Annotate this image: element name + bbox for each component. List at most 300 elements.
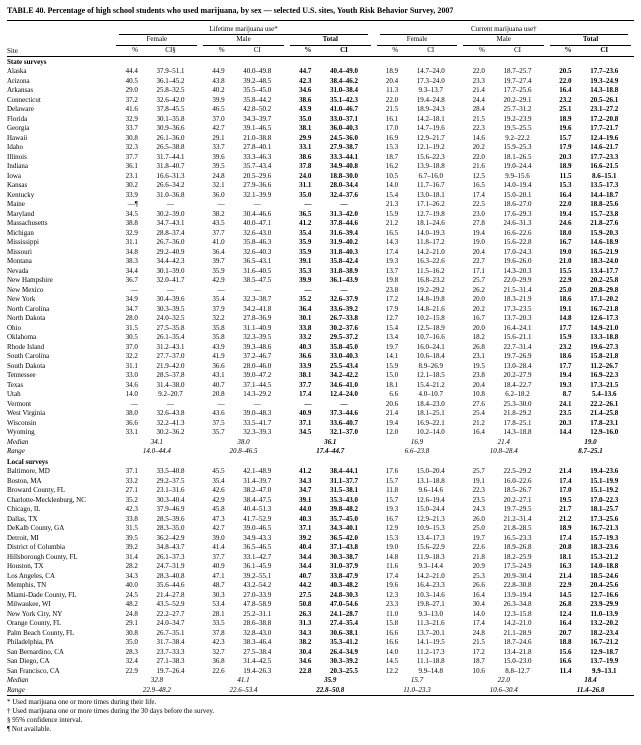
ci-cell: 12.7–16.6 xyxy=(590,590,619,599)
table-row xyxy=(7,362,634,372)
percent-cell: 30.3 xyxy=(212,590,225,599)
percent-cell: 36.4 xyxy=(299,304,312,313)
table-row xyxy=(7,638,634,648)
ci-cell: 27.9–38.7 xyxy=(329,143,358,151)
percent-cell: 11.5 xyxy=(559,171,572,180)
percent-cell: 18.0 xyxy=(559,228,572,237)
ci-cell: 14.0–19.4 xyxy=(503,181,532,189)
site-cell: Kansas xyxy=(7,181,28,189)
ci-cell: 34.3–39.7 xyxy=(243,114,272,123)
percent-cell: 28.2 xyxy=(125,562,138,570)
percent-cell: 39.7 xyxy=(212,257,225,265)
site-cell: Chicago, IL xyxy=(7,505,41,513)
table-row xyxy=(7,286,634,296)
percent-cell: 34.5 xyxy=(299,428,312,436)
ci-cell: 15.0–20.4 xyxy=(416,467,445,475)
table-row xyxy=(7,134,634,144)
ci-cell: 14.8–19.8 xyxy=(416,295,445,303)
ci-cell: 15.6–22.8 xyxy=(503,238,532,246)
site-cell: Texas xyxy=(7,380,24,389)
ci-cell: 15.0–23.0 xyxy=(503,657,532,665)
table-row xyxy=(7,572,634,582)
site-cell: Massachusetts xyxy=(7,219,48,227)
site-cell: North Carolina xyxy=(7,304,50,313)
percent-cell: 16.2 xyxy=(385,162,399,170)
percent-cell: 14.1 xyxy=(385,352,399,360)
percent-cell: 19.7 xyxy=(472,533,485,542)
ci-cell: 24.1–28.7 xyxy=(329,609,358,618)
percent-cell: 31.5 xyxy=(125,323,138,332)
percent-cell: 21.7 xyxy=(559,505,572,513)
percent-cell: 20.3 xyxy=(559,152,572,161)
table-row xyxy=(7,515,634,525)
percent-cell: 22.0 xyxy=(559,200,572,208)
ci-cell: 39.3–48.6 xyxy=(243,342,272,351)
ci-cell: 17.1–20.2 xyxy=(590,295,619,303)
ci-header: CI§ xyxy=(141,46,200,57)
current-male-header: Male xyxy=(460,35,547,46)
ci-cell: 9.9–13.1 xyxy=(592,666,617,675)
lifetime-total-header: Total xyxy=(287,35,374,46)
site-cell: Illinois xyxy=(7,152,27,161)
ci-cell: 34.9–43.3 xyxy=(243,533,272,542)
ci-cell: 36.0–40.3 xyxy=(329,124,358,132)
ci-cell: 28.5–37.8 xyxy=(156,371,185,379)
percent-cell: 22.0 xyxy=(385,95,399,104)
percent-cell: 12.4 xyxy=(559,609,572,618)
percent-cell: 16.4 xyxy=(559,190,572,199)
percent-cell: 50.8 xyxy=(299,600,312,608)
percent-cell: 33.2 xyxy=(299,333,312,341)
ci-cell: 28.0–34.4 xyxy=(329,181,358,189)
percent-cell: 15.9 xyxy=(559,333,572,341)
table-row xyxy=(7,305,634,315)
ci-cell: 9.9–14.8 xyxy=(418,666,443,675)
percent-cell: 22.6 xyxy=(212,666,225,675)
percent-cell: 24.1 xyxy=(559,399,572,408)
percent-cell: 33.9 xyxy=(299,361,312,370)
ci-cell: 36.1–43.9 xyxy=(329,276,358,284)
ci-cell: 18.7–24.6 xyxy=(503,638,532,646)
percent-cell: 23.8 xyxy=(385,285,399,294)
ci-cell: 28.0–46.0 xyxy=(243,361,272,370)
site-cell: Wisconsin xyxy=(7,418,37,427)
percent-cell: 26.0 xyxy=(472,514,485,523)
percent-cell: 16.7 xyxy=(385,514,399,523)
ci-cell: 11.2–26.7 xyxy=(590,361,619,370)
percent-cell: 17.0 xyxy=(385,124,399,132)
percent-cell: — xyxy=(217,285,225,294)
percent-cell: 29.1 xyxy=(125,619,138,627)
percent-cell: 39.1 xyxy=(299,495,312,504)
percent-cell: 20.8 xyxy=(559,543,572,551)
ci-cell: 20.3–25.5 xyxy=(329,666,358,675)
section-label: State surveys xyxy=(7,57,47,66)
percent-cell: 35.8 xyxy=(212,323,225,332)
table-row xyxy=(7,534,634,544)
ci-cell: 32.2–41.3 xyxy=(156,418,185,427)
percent-cell: 48.2 xyxy=(125,600,138,608)
table-row xyxy=(7,524,634,534)
median-value: 32.8 xyxy=(150,676,163,684)
site-cell: Palm Beach County, FL xyxy=(7,628,75,637)
ci-cell: 36.1–45.2 xyxy=(156,76,185,85)
percent-cell: 21.5 xyxy=(472,638,485,646)
ci-cell: 15.8–21.8 xyxy=(590,352,619,360)
range-value: 14.0–44.4 xyxy=(142,447,171,455)
percent-cell: 18.6 xyxy=(559,295,572,303)
table-row xyxy=(7,486,634,496)
percent-cell: 37.7 xyxy=(212,228,225,237)
percent-cell: 10.6 xyxy=(472,666,485,675)
ci-cell: 29.5–37.2 xyxy=(329,333,358,341)
ci-header: CI xyxy=(314,46,373,57)
ci-cell: 14.6–18.9 xyxy=(590,238,619,246)
ci-cell: 32.4–37.6 xyxy=(329,190,358,199)
ci-cell: 12.9–21.7 xyxy=(416,133,445,142)
section-header-row xyxy=(7,457,634,468)
ci-cell: 11.2–17.3 xyxy=(416,647,445,656)
site-cell: Florida xyxy=(7,114,28,123)
median-value: 21.4 xyxy=(497,437,510,446)
percent-cell: 33.9 xyxy=(125,190,138,199)
percent-cell: 32.9 xyxy=(125,228,138,237)
percent-cell: 18.9 xyxy=(559,114,572,123)
percent-cell: 30.8 xyxy=(125,628,138,637)
site-cell: Utah xyxy=(7,390,21,398)
ci-cell: 26.5–38.8 xyxy=(156,143,185,151)
percent-cell: 15.9 xyxy=(385,209,399,218)
ci-cell: 6.2–18.2 xyxy=(505,390,530,398)
percent-cell: 21.5 xyxy=(385,105,399,113)
ci-cell: 21.4–25.8 xyxy=(590,409,619,417)
ci-cell: 12.3–15.8 xyxy=(503,609,532,618)
ci-cell: 17.7–23.3 xyxy=(590,152,619,161)
table-row xyxy=(7,172,634,182)
ci-cell: 32.3–39.3 xyxy=(243,428,272,436)
site-cell: District of Columbia xyxy=(7,543,65,551)
ci-cell: 29.2–40.9 xyxy=(156,247,185,256)
ci-cell: 34.4–42.3 xyxy=(156,257,185,265)
percent-cell: 47.1 xyxy=(212,571,225,580)
percent-cell: 28.3 xyxy=(125,647,138,656)
table-row xyxy=(7,610,634,620)
percent-header: % xyxy=(460,46,487,57)
percent-cell: 45.8 xyxy=(212,505,225,513)
percent-cell: 16.4 xyxy=(472,590,485,599)
ci-cell: 22.8–30.8 xyxy=(503,581,532,589)
ci-header: CI xyxy=(575,46,634,57)
percent-cell: 37.7 xyxy=(212,552,225,561)
site-cell: Georgia xyxy=(7,124,30,132)
median-row xyxy=(7,676,634,686)
table-row xyxy=(7,267,634,277)
table-body xyxy=(7,56,634,696)
site-cell: New Hampshire xyxy=(7,276,53,284)
ci-cell: 38.4–46.2 xyxy=(329,76,358,85)
ci-cell: — xyxy=(253,200,261,208)
site-cell: Hillsborough County, FL xyxy=(7,552,78,561)
percent-cell: 36.7 xyxy=(125,276,138,284)
ci-cell: 27.0–33.9 xyxy=(243,590,272,599)
ci-cell: 39.0–46.5 xyxy=(243,524,272,532)
ci-cell: 10.3–14.6 xyxy=(416,590,445,599)
ci-cell: 42.1–48.9 xyxy=(243,467,272,475)
ci-cell: 15.0–24.4 xyxy=(416,505,445,513)
ci-cell: 19.8–27.1 xyxy=(416,600,445,608)
ci-cell: 36.1–45.9 xyxy=(243,562,272,570)
range-value: 22.9–48.2 xyxy=(142,685,171,694)
percent-cell: 19.3 xyxy=(559,380,572,389)
ci-cell: 17.6–29.3 xyxy=(503,209,532,218)
site-cell: DeKalb County, GA xyxy=(7,524,65,532)
percent-cell: 30.2 xyxy=(125,181,138,189)
ci-cell: 36.5–46.5 xyxy=(243,543,272,551)
ci-cell: 18.1–25.7 xyxy=(590,505,619,513)
site-cell: Arizona xyxy=(7,76,30,85)
percent-cell: 17.6 xyxy=(385,467,399,475)
ci-cell: 31.0–38.4 xyxy=(329,86,358,94)
percent-cell: 37.1 xyxy=(299,524,312,532)
ci-cell: 10.9–15.3 xyxy=(416,524,445,532)
ci-cell: 31.7–44.1 xyxy=(156,152,185,161)
site-cell: Maryland xyxy=(7,209,35,218)
ci-cell: 19.7–26.9 xyxy=(503,352,532,360)
percent-cell: 34.7 xyxy=(125,304,138,313)
ci-cell: 37.8–44.6 xyxy=(329,219,358,227)
percent-cell: 32.1 xyxy=(212,181,225,189)
percent-cell: 14.0 xyxy=(385,181,399,189)
percent-cell: 43.9 xyxy=(212,342,225,351)
ci-cell: 15.7–23.8 xyxy=(590,209,619,218)
table-row xyxy=(7,648,634,658)
ci-cell: 16.7–21.3 xyxy=(590,524,619,532)
ci-cell: 40.4–51.3 xyxy=(243,505,272,513)
ci-cell: 30.3–40.4 xyxy=(156,495,185,504)
ci-cell: 16.6–22.6 xyxy=(503,228,532,237)
ci-cell: 18.2–23.4 xyxy=(590,628,619,637)
percent-cell: 20.3 xyxy=(559,418,572,427)
percent-cell: 25.1 xyxy=(559,105,572,113)
ci-cell: 35.8–46.3 xyxy=(243,238,272,246)
ci-cell: — xyxy=(167,200,175,208)
ci-cell: 34.7–43.1 xyxy=(156,219,185,227)
ci-cell: 17.8–23.1 xyxy=(590,418,619,427)
percent-cell: 19.3 xyxy=(385,257,399,265)
ci-cell: 32.6–43.8 xyxy=(156,409,185,417)
percent-cell: 15.3 xyxy=(385,143,399,151)
ci-cell: 37.1–44.5 xyxy=(243,380,272,389)
percent-cell: 24.0 xyxy=(299,171,312,180)
table-row xyxy=(7,343,634,353)
percent-cell: — xyxy=(304,200,312,208)
footnotes xyxy=(7,698,634,734)
ci-cell: 11.1–18.8 xyxy=(416,657,445,665)
ci-cell: 25.8–32.5 xyxy=(156,86,185,94)
ci-cell: 11.0–13.9 xyxy=(590,609,619,618)
table-row xyxy=(7,591,634,601)
percent-cell: 26.8 xyxy=(559,600,572,608)
median-value: 38.0 xyxy=(237,437,250,446)
percent-cell: 20.6 xyxy=(385,399,399,408)
ci-cell: 33.5–41.7 xyxy=(243,418,272,427)
percent-cell: 16.6 xyxy=(385,628,399,637)
site-cell: Missouri xyxy=(7,247,32,256)
percent-cell: 20.0 xyxy=(472,323,485,332)
ci-cell: 23.1–27.2 xyxy=(590,105,619,113)
ci-cell: 32.6–42.0 xyxy=(156,95,185,104)
site-cell: New York City, NY xyxy=(7,609,63,618)
percent-cell: 20.8 xyxy=(212,390,225,398)
percent-cell: 37.1 xyxy=(299,418,312,427)
ci-cell: 22.0–29.9 xyxy=(503,276,532,284)
ci-cell: 35.1–42.3 xyxy=(329,95,358,104)
median-value: 41.1 xyxy=(237,676,250,684)
ci-cell: 17.3–21.5 xyxy=(590,380,619,389)
ci-cell: 16.8–23.2 xyxy=(416,276,445,284)
table-row xyxy=(7,381,634,391)
site-cell: Hawaii xyxy=(7,133,28,142)
ci-cell: 9.3–13.7 xyxy=(418,86,443,94)
percent-cell: 21.2 xyxy=(385,219,399,227)
ci-cell: 11.7–16.7 xyxy=(416,181,445,189)
ci-cell: 12.9–18.7 xyxy=(590,647,619,656)
ci-cell: 39.2–55.1 xyxy=(243,571,272,580)
percent-cell: 19.4 xyxy=(472,228,485,237)
lifetime-female-header: Female xyxy=(113,35,200,46)
percent-cell: 34.4 xyxy=(299,552,312,561)
percent-cell: 30.8 xyxy=(125,133,138,142)
ci-cell: — xyxy=(253,399,261,408)
site-cell: New York xyxy=(7,295,36,303)
table-row xyxy=(7,629,634,639)
percent-cell: 26.2 xyxy=(472,285,485,294)
table-row xyxy=(7,191,634,201)
ci-cell: 13.5–17.3 xyxy=(590,181,619,189)
ci-cell: 30.2–36.2 xyxy=(156,428,185,436)
site-cell: Memphis, TN xyxy=(7,581,47,589)
ci-cell: 21.4–27.8 xyxy=(156,590,185,599)
lifetime-group-header xyxy=(113,21,373,36)
percent-cell: 22.3 xyxy=(472,486,485,494)
ci-cell: — xyxy=(340,399,348,408)
ci-cell: 13.1–18.8 xyxy=(416,476,445,485)
ci-cell: 17.8–25.1 xyxy=(503,418,532,427)
ci-cell: 18.3–23.6 xyxy=(590,543,619,551)
ci-cell: 33.3–44.1 xyxy=(329,152,358,161)
current-group-header xyxy=(374,21,634,36)
ci-cell: 37.9–46.9 xyxy=(156,505,185,513)
footnote-not-available: ¶ Not available. xyxy=(7,725,52,733)
percent-cell: 31.1 xyxy=(125,238,138,246)
ci-cell: 40.4–49.0 xyxy=(329,67,358,75)
percent-cell: 14.8 xyxy=(385,552,399,561)
percent-cell: 34.3 xyxy=(299,628,312,637)
percent-cell: 14.4 xyxy=(559,428,572,436)
percent-cell: 43.8 xyxy=(212,76,225,85)
ci-cell: 35.8–42.4 xyxy=(329,257,358,265)
ci-cell: 19.5–25.5 xyxy=(503,124,532,132)
percent-cell: 34.5 xyxy=(125,209,138,218)
percent-cell: 33.2 xyxy=(125,476,138,485)
site-cell: San Bernardino, CA xyxy=(7,647,64,656)
ci-cell: 17.0–24.3 xyxy=(503,247,532,256)
ci-cell: 10.6–18.4 xyxy=(416,352,445,360)
ci-cell: 24.8–30.3 xyxy=(329,590,358,599)
percent-cell: 30.1 xyxy=(299,314,312,322)
ci-cell: 28.5–39.6 xyxy=(156,514,185,523)
percent-cell: 38.1 xyxy=(299,124,312,132)
ci-cell: 26.7–35.1 xyxy=(156,628,185,637)
percent-cell: 32.3 xyxy=(125,143,138,151)
ci-cell: 12.1–18.5 xyxy=(416,371,445,379)
percent-cell: 35.2 xyxy=(125,495,138,504)
ci-cell: 27.5–35.8 xyxy=(156,323,185,332)
site-cell: New Mexico xyxy=(7,285,44,294)
site-cell: Nevada xyxy=(7,266,29,275)
ci-cell: 5.4–13.6 xyxy=(592,390,617,398)
percent-cell: 21.2 xyxy=(472,418,485,427)
ci-cell: 15.6–21.1 xyxy=(503,333,532,341)
marijuana-use-table xyxy=(7,20,634,696)
percent-cell: 40.3 xyxy=(299,342,312,351)
ci-cell: 31.4–42.5 xyxy=(243,657,272,665)
table-row xyxy=(7,352,634,362)
percent-cell: 42.6 xyxy=(212,486,225,494)
percent-cell: 23.5 xyxy=(472,495,485,504)
percent-cell: 12.9 xyxy=(385,524,399,532)
ci-cell: 47.0–54.6 xyxy=(329,600,358,608)
table-row xyxy=(7,295,634,305)
percent-cell: 41.2 xyxy=(299,219,312,227)
ci-cell: 13.2–20.2 xyxy=(590,619,619,627)
percent-header: % xyxy=(113,46,140,57)
ci-cell: 14.9–21.0 xyxy=(590,323,619,332)
ci-cell: 26.1–35.4 xyxy=(156,333,185,341)
percent-cell: 34.6 xyxy=(299,86,312,94)
ci-cell: 17.1–26.2 xyxy=(416,200,445,208)
percent-cell: 12.2 xyxy=(385,666,399,675)
range-value: 6.6–23.8 xyxy=(404,447,430,455)
ci-cell: 15.9–20.3 xyxy=(590,228,619,237)
percent-cell: 22.0 xyxy=(559,76,572,85)
percent-cell: 32.2 xyxy=(125,352,138,360)
ci-cell: 22.5–29.2 xyxy=(503,467,532,475)
percent-cell: 15.7 xyxy=(559,133,572,142)
percent-cell: 34.3 xyxy=(299,476,312,485)
percent-cell: 36.5 xyxy=(299,209,312,218)
site-cell: Philadelphia, PA xyxy=(7,638,54,646)
percent-cell: 24.4 xyxy=(472,95,485,104)
ci-cell: 16.5–23.3 xyxy=(503,533,532,542)
table-row xyxy=(7,105,634,115)
ci-cell: 20.4–25.6 xyxy=(590,581,619,589)
ci-header: CI xyxy=(488,46,547,57)
ci-cell: 26.4–34.9 xyxy=(329,647,358,656)
percent-cell: 36.6 xyxy=(212,361,225,370)
percent-cell: 15.4 xyxy=(385,190,399,199)
percent-cell: 19.4 xyxy=(559,209,572,218)
percent-cell: 22.8 xyxy=(299,666,312,675)
percent-cell: 40.9 xyxy=(299,409,312,417)
percent-cell: 37.8 xyxy=(299,162,312,170)
percent-cell: 31.3 xyxy=(299,619,312,627)
site-column-label: Site xyxy=(7,46,18,55)
ci-cell: 32.0–41.7 xyxy=(156,276,185,284)
percent-cell: 15.7 xyxy=(385,476,399,485)
percent-cell: — xyxy=(130,285,138,294)
percent-cell: 16.6 xyxy=(559,657,572,665)
